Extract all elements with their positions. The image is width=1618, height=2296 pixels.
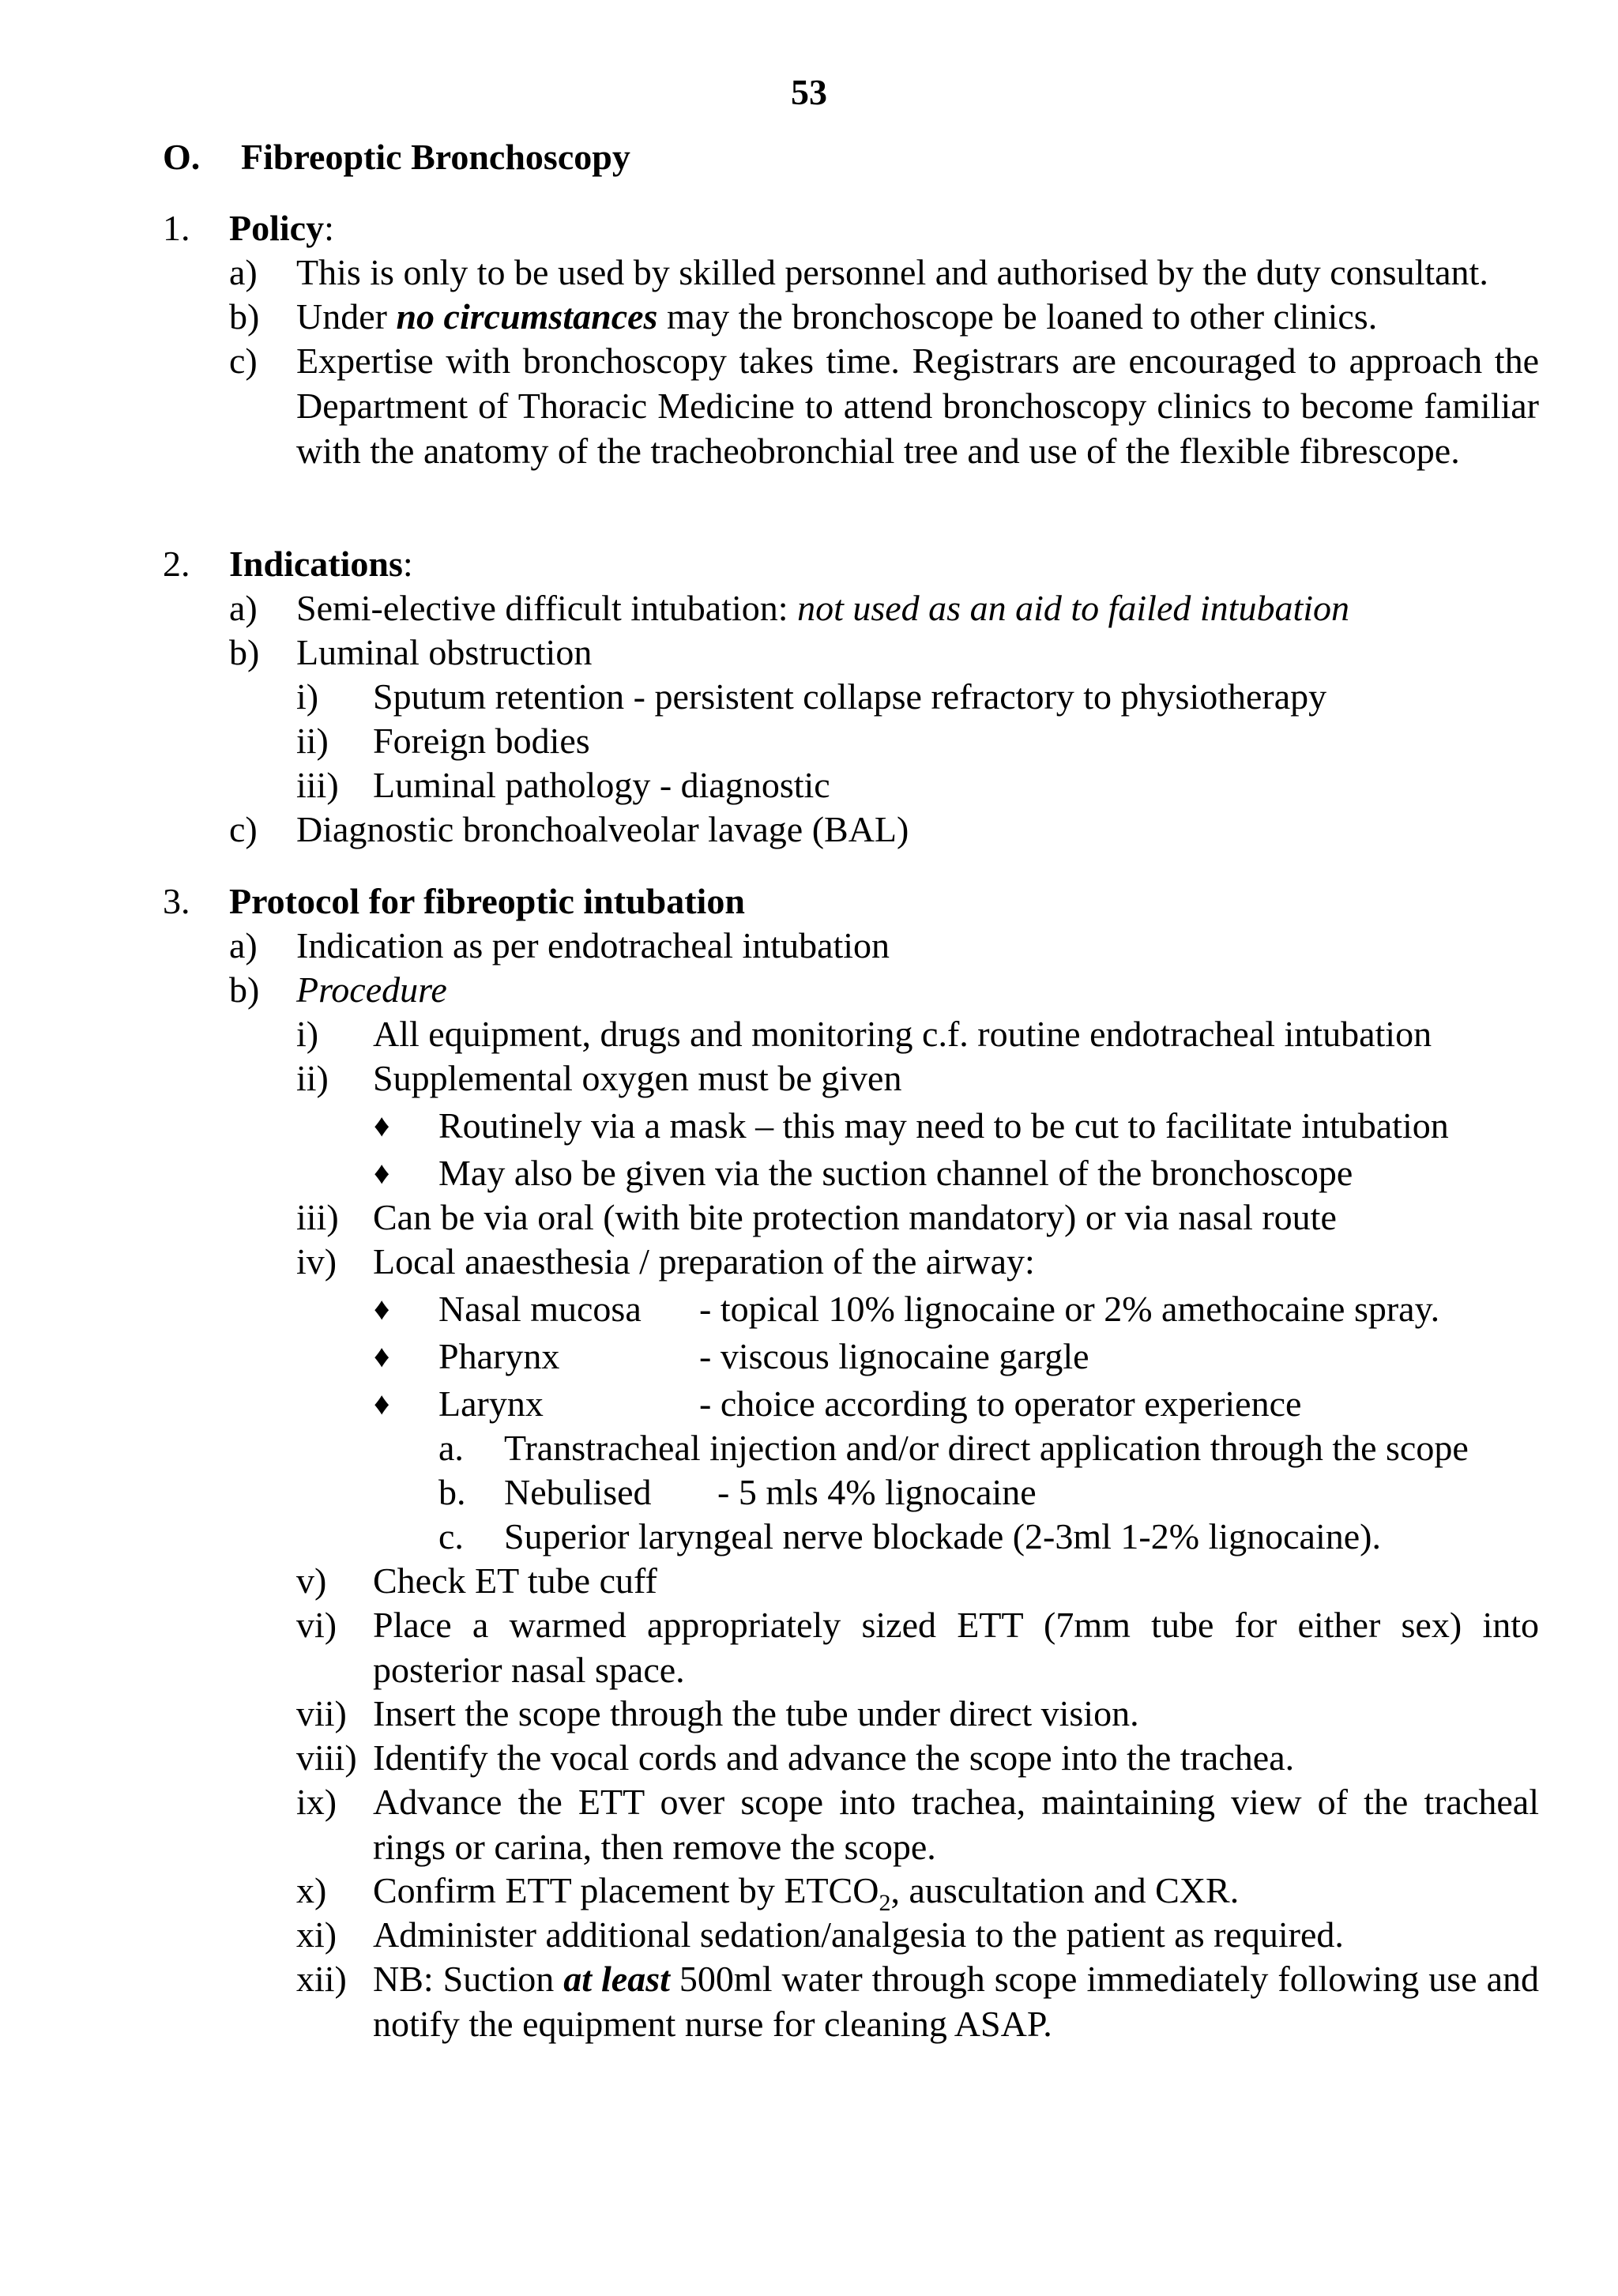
policy-item-label: b) (229, 296, 260, 337)
indications-heading-text: Indications (229, 544, 403, 584)
protocol-number: 3. (163, 881, 190, 921)
step-label: x) (296, 1870, 327, 1910)
step-x-post: , auscultation and CXR. (890, 1870, 1240, 1910)
section-title: Fibreoptic Bronchoscopy (241, 137, 630, 177)
anaesthesia-desc: - choice according to operator experience (699, 1383, 1302, 1424)
step-label: iv) (296, 1241, 337, 1282)
protocol-label: a) (229, 925, 258, 965)
indication-sub-label: i) (296, 676, 319, 717)
step-ix: Advance the ETT over scope into trachea, maintaining view of the tracheal rings or carina, then remove the scope. (373, 1782, 1539, 1867)
protocol-label: b) (229, 969, 260, 1010)
indications-heading-colon: : (402, 544, 413, 584)
indication-sub-item: Foreign bodies (373, 721, 590, 761)
step-vii: Insert the scope through the tube under direct vision. (373, 1693, 1139, 1733)
indication-label: c) (229, 809, 258, 849)
step-x (373, 1868, 1240, 1917)
indication-label: a) (229, 588, 258, 628)
diamond-bullet-icon: ♦ (374, 1108, 390, 1143)
step-label: viii) (296, 1737, 357, 1778)
diamond-bullet-icon: ♦ (374, 1386, 390, 1421)
anaesthesia-desc: - topical 10% lignocaine or 2% amethocaine spray. (699, 1289, 1440, 1329)
step-x-pre: Confirm ETT placement by ETCO (373, 1870, 879, 1910)
step-vi: Place a warmed appropriately sized ETT (7mm tube for either sex) into posterior nasal space. (373, 1605, 1539, 1690)
indications-number: 2. (163, 544, 190, 584)
indication-sub-label: ii) (296, 721, 329, 761)
indication-label: b) (229, 632, 260, 672)
indication-c: Diagnostic bronchoalveolar lavage (BAL) (296, 809, 909, 849)
indication-sub-item: Sputum retention - persistent collapse refractory to physiotherapy (373, 676, 1327, 717)
step-label: xi) (296, 1914, 337, 1955)
step-iii: Can be via oral (with bite protection mandatory) or via nasal route (373, 1197, 1337, 1237)
step-x-subscript: 2 (879, 1890, 891, 1917)
diamond-bullet-icon: ♦ (374, 1338, 390, 1374)
step-label: i) (296, 1014, 319, 1054)
anaesthesia-site: Larynx (438, 1383, 544, 1424)
step-label: xii) (296, 1959, 347, 1999)
larynx-option: Transtracheal injection and/or direct application through the scope (504, 1428, 1469, 1468)
policy-item-b-emphasis: no circumstances (396, 296, 658, 337)
step-ii: Supplemental oxygen must be given (373, 1058, 902, 1098)
step-label: vii) (296, 1693, 347, 1733)
policy-heading-colon: : (324, 208, 334, 248)
step-iv: Local anaesthesia / preparation of the airway: (373, 1241, 1035, 1282)
step-xii (373, 1956, 1539, 2046)
step-xii-emphasis: at least (563, 1959, 670, 1999)
larynx-option-label: b. (438, 1472, 466, 1512)
policy-heading-text: Policy (229, 208, 325, 248)
policy-item-b (296, 294, 1377, 339)
larynx-option: Superior laryngeal nerve blockade (2-3ml 1-2% lignocaine). (504, 1516, 1381, 1556)
protocol-a: Indication as per endotracheal intubation (296, 925, 890, 965)
policy-number: 1. (163, 208, 190, 248)
step-i: All equipment, drugs and monitoring c.f. routine endotracheal intubation (373, 1014, 1432, 1054)
step-viii: Identify the vocal cords and advance the scope into the trachea. (373, 1737, 1295, 1778)
anaesthesia-desc: - viscous lignocaine gargle (699, 1336, 1089, 1376)
step-label: ix) (296, 1782, 337, 1822)
oxygen-bullet: May also be given via the suction channel of the bronchoscope (438, 1153, 1353, 1193)
anaesthesia-site: Nasal mucosa (438, 1289, 642, 1329)
indication-b: Luminal obstruction (296, 632, 593, 672)
diamond-bullet-icon: ♦ (374, 1291, 390, 1327)
oxygen-bullet: Routinely via a mask – this may need to be cut to facilitate intubation (438, 1105, 1449, 1146)
protocol-heading: Protocol for fibreoptic intubation (229, 881, 745, 921)
larynx-option-label: a. (438, 1428, 464, 1468)
step-xii-pre: NB: Suction (373, 1959, 564, 1999)
indication-a-pre: Semi-elective difficult intubation: (296, 588, 798, 628)
policy-item-b-post: may the bronchoscope be loaned to other clinics. (657, 296, 1378, 337)
indication-sub-item: Luminal pathology - diagnostic (373, 765, 830, 805)
indication-a (296, 585, 1349, 630)
step-v: Check ET tube cuff (373, 1560, 657, 1601)
step-xii-post: 500ml water through scope immediately following use and notify the equipment nurse for cleaning ASAP. (373, 1959, 1540, 2044)
protocol-b: Procedure (296, 969, 447, 1010)
anaesthesia-site: Pharynx (438, 1336, 560, 1376)
policy-item-label: c) (229, 341, 258, 381)
policy-heading (229, 205, 334, 250)
page-number: 53 (791, 72, 827, 112)
step-label: ii) (296, 1058, 329, 1098)
step-xi: Administer additional sedation/analgesia to the patient as required. (373, 1914, 1344, 1955)
policy-item-c: Expertise with bronchoscopy takes time. Registrars are encouraged to approach the Department of Thoracic Medicine to attend bronchoscopy clinics to become familiar with the anatomy of the tracheobronchial tree and use of the flexible fibrescope. (296, 341, 1539, 471)
larynx-option: Nebulised (504, 1472, 652, 1512)
section-letter: O. (163, 137, 201, 177)
policy-item-b-pre: Under (296, 296, 397, 337)
indication-sub-label: iii) (296, 765, 339, 805)
diamond-bullet-icon: ♦ (374, 1155, 390, 1191)
step-label: iii) (296, 1197, 339, 1237)
indications-heading (229, 541, 413, 586)
larynx-option-label: c. (438, 1516, 464, 1556)
larynx-option-dose: - 5 mls 4% lignocaine (717, 1472, 1037, 1512)
policy-item-label: a) (229, 252, 258, 292)
indication-a-emphasis: not used as an aid to failed intubation (797, 588, 1350, 628)
step-label: v) (296, 1560, 327, 1601)
step-label: vi) (296, 1605, 337, 1645)
policy-item-a: This is only to be used by skilled personnel and authorised by the duty consultant. (296, 252, 1488, 292)
